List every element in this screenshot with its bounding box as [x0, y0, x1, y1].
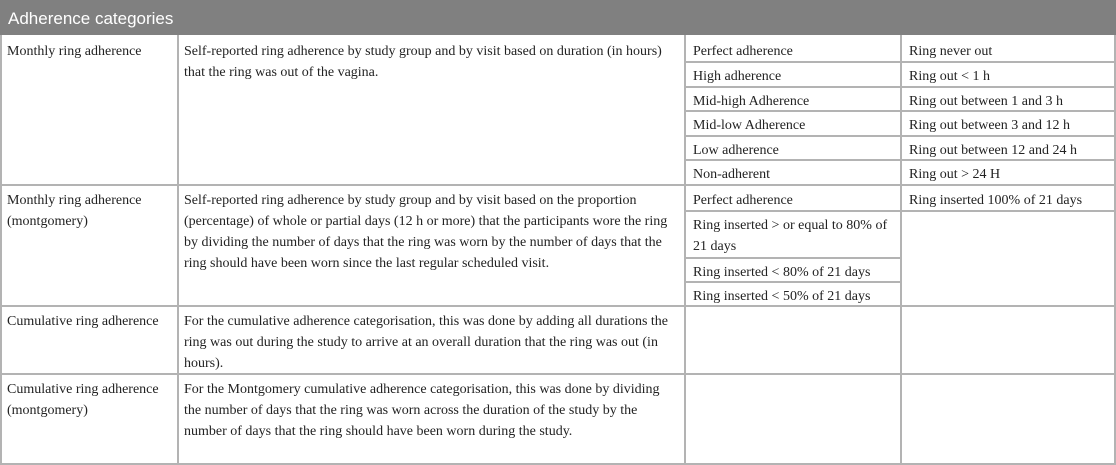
- row-divider: [684, 257, 902, 259]
- category-cell: Perfect adherence: [693, 193, 793, 208]
- row-divider: [684, 86, 1116, 88]
- category-cell: Low adherence: [693, 143, 779, 158]
- column-divider: [684, 35, 686, 465]
- row-divider: [684, 61, 1116, 63]
- section-description-monthly: Self-reported ring adherence by study group and by visit based on duration (in hours) that the ring was out of the vagina.: [184, 44, 662, 80]
- section-label-cumulative-montgomery: Cumulative ring adherence (montgomery): [7, 382, 159, 418]
- definition-cell: Ring inserted 100% of 21 days: [909, 193, 1083, 208]
- category-cell: Non-adherent: [693, 167, 770, 182]
- column-divider: [177, 35, 179, 465]
- category-cell: Ring inserted < 80% of 21 days: [693, 265, 871, 280]
- category-cell: Perfect adherence: [693, 44, 793, 59]
- definition-cell: Ring out between 1 and 3 h: [909, 94, 1063, 109]
- section-description-cumulative: For the cumulative adherence categorisation, this was done by adding all durations the ring was out during the study to arrive at an overall duration that the ring was out (in hours).: [184, 314, 669, 371]
- category-cell: Ring inserted > or equal to 80% of 21 days: [693, 218, 888, 254]
- definition-cell: Ring out < 1 h: [909, 69, 991, 84]
- row-divider: [684, 210, 1116, 212]
- row-divider: [684, 135, 1116, 137]
- row-divider: [684, 159, 1116, 161]
- table-title: Adherence categories: [0, 0, 1116, 35]
- category-cell: Ring inserted < 50% of 21 days: [693, 289, 871, 304]
- category-cell: High adherence: [693, 69, 782, 84]
- section-label-monthly-montgomery: Monthly ring adherence (montgomery): [7, 193, 142, 229]
- category-cell: Mid-high Adherence: [693, 94, 810, 109]
- section-divider: [0, 373, 1116, 375]
- section-label-cumulative: Cumulative ring adherence: [7, 314, 159, 329]
- row-divider: [684, 281, 902, 283]
- section-label-monthly: Monthly ring adherence: [7, 44, 142, 59]
- column-divider: [900, 35, 902, 465]
- definition-cell: Ring out > 24 H: [909, 167, 1001, 182]
- definition-cell: Ring never out: [909, 44, 993, 59]
- section-description-cumulative-montgomery: For the Montgomery cumulative adherence categorisation, this was done by dividing the number of days that the ring was worn across the duration of the study by the number of days that the ring should have been worn during the study.: [184, 382, 660, 439]
- definition-cell: Ring out between 12 and 24 h: [909, 143, 1077, 158]
- section-divider: [0, 305, 1116, 307]
- category-cell: Mid-low Adherence: [693, 118, 806, 133]
- section-divider: [0, 184, 1116, 186]
- section-description-monthly-montgomery: Self-reported ring adherence by study group and by visit based on the proportion (percentage) of whole or partial days (12 h or more) that the participants wore the ring by dividing the number of days that the ring was worn by the number of days that the ring should have been worn since the last regular scheduled visit.: [184, 193, 668, 271]
- row-divider: [684, 110, 1116, 112]
- definition-cell: Ring out between 3 and 12 h: [909, 118, 1070, 133]
